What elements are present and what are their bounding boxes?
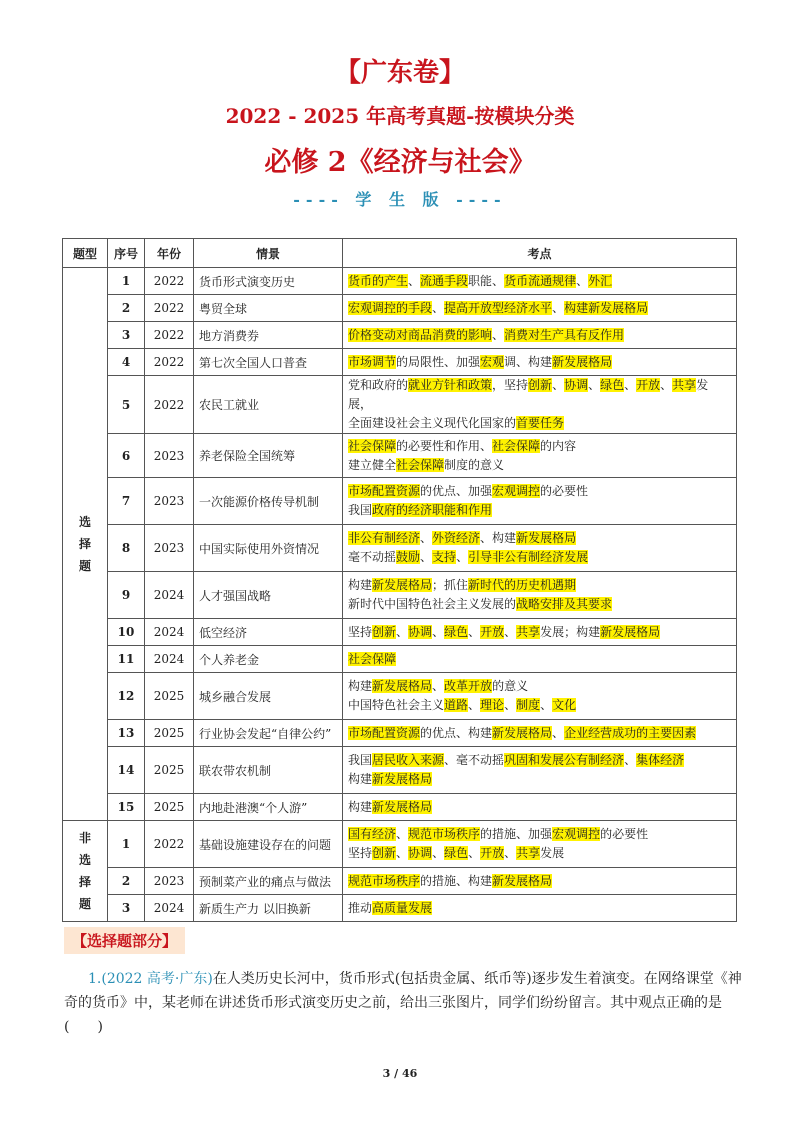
highlighted-keypoint: 规范市场秩序 [348,873,421,888]
highlighted-keypoint: 引导非公有制经济发展 [468,550,589,564]
row-number: 2 [108,295,145,322]
keypoint-text: 我国 [348,503,373,517]
keypoint-text: 的局限性、加强 [396,354,481,369]
highlighted-keypoint: 新发展格局 [372,799,433,814]
highlighted-keypoint: 非公有制经济 [348,531,421,545]
keypoint-line [348,623,731,642]
row-scene: 行业协会发起“自律公约” [194,720,343,747]
highlighted-keypoint: 战略安排及其要求 [516,597,613,611]
keypoint-line [348,770,731,789]
keypoint-line [348,414,731,433]
table-row [63,747,737,794]
row-year: 2024 [145,646,194,673]
question-type-char: 择 [78,875,91,889]
keypoint-text: 中国特色社会主义 [348,698,445,712]
col-year: 年份 [145,239,194,268]
table-row [63,322,737,349]
table-row [63,376,737,434]
keypoint-text: 新时代中国特色社会主义发展的 [348,597,517,611]
keypoint-text: 、 [468,846,481,860]
highlighted-keypoint: 集体经济 [636,753,685,767]
table-row [63,295,737,322]
table-row [63,525,737,572]
table-row [63,868,737,895]
keypoint-text: 我国 [348,753,373,767]
highlighted-keypoint: 绿色 [600,378,625,392]
highlighted-keypoint: 货币流通规律 [504,273,577,288]
row-number: 2 [108,868,145,895]
highlighted-keypoint: 社会保障 [492,438,541,453]
row-year: 2022 [145,295,194,322]
keypoint-text: 构建 [348,679,373,693]
keypoint-text: 、 [540,698,553,712]
keypoint-text: 、 [624,753,637,767]
row-number: 13 [108,720,145,747]
col-type: 题型 [63,239,108,268]
highlighted-keypoint: 新发展格局 [552,354,613,369]
row-year: 2025 [145,673,194,720]
highlighted-keypoint: 市场配置资源 [348,725,421,740]
highlighted-keypoint: 新发展格局 [372,772,433,786]
keypoint-text: 发展 [540,846,565,860]
highlighted-keypoint: 改革开放 [444,679,493,693]
keypoint-text: 、 [432,300,445,315]
row-scene: 新质生产力 以旧换新 [194,895,343,922]
keypoint-line [348,529,731,548]
row-number: 7 [108,478,145,525]
highlighted-keypoint: 理论 [480,698,505,712]
table-row [63,895,737,922]
highlighted-keypoint: 开放 [480,624,505,639]
keypoint-text: 的措施、构建 [420,873,493,888]
section-heading: 【选择题部分】 [64,927,185,954]
highlighted-keypoint: 社会保障 [348,438,397,453]
highlighted-keypoint: 鼓励 [396,550,421,564]
keypoint-text: 构建 [348,799,373,814]
highlighted-keypoint: 市场调节 [348,354,397,369]
row-year: 2024 [145,572,194,619]
row-scene: 粤贸全球 [194,295,343,322]
highlighted-keypoint: 绿色 [444,624,469,639]
question-number: 1. [88,971,102,987]
row-number: 6 [108,434,145,478]
row-number: 3 [108,895,145,922]
highlighted-keypoint: 新发展格局 [600,624,661,639]
question-type-char: 题 [78,559,91,573]
row-keypoints [343,895,737,922]
highlighted-keypoint: 市场配置资源 [348,484,421,498]
keypoint-text: 坚持 [348,624,373,639]
question-type-char: 选 [78,515,91,529]
keypoint-text: 的意义 [492,679,529,693]
highlighted-keypoint: 创新 [372,624,397,639]
highlighted-keypoint: 创新 [528,378,553,392]
keypoint-line [348,825,731,844]
keypoint-text: 的优点、构建 [420,725,493,740]
keypoint-line [348,437,731,456]
keypoint-text: 、 [492,327,505,342]
keypoint-line [348,482,731,501]
highlighted-keypoint: 巩固和发展公有制经济 [504,753,625,767]
keypoint-text: 、 [504,698,517,712]
highlighted-keypoint: 绿色 [444,846,469,860]
row-scene: 养老保险全国统筹 [194,434,343,478]
highlighted-keypoint: 企业经营成功的主要因素 [564,725,697,740]
region-title: 【广东卷】 [334,58,465,88]
highlighted-keypoint: 创新 [372,846,397,860]
table-row [63,434,737,478]
keypoint-text: 推动 [348,900,373,915]
keypoint-line [348,353,731,372]
question-source: (2022 高考·广东) [101,971,213,987]
table-row [63,619,737,646]
keypoint-text: 的措施、加强 [480,827,553,841]
keypoint-text: 、 [504,624,517,639]
row-scene: 内地赴港澳“个人游” [194,794,343,821]
highlighted-keypoint: 外汇 [588,273,613,288]
keypoint-text: 坚持 [348,846,373,860]
col-scene: 情景 [194,239,343,268]
row-number: 9 [108,572,145,619]
keypoint-text: 全面建设社会主义现代化国家的 [348,416,517,430]
topic-table [62,238,737,922]
row-scene: 中国实际使用外资情况 [194,525,343,572]
row-scene: 低空经济 [194,619,343,646]
keypoint-text: 、 [456,550,469,564]
row-scene: 人才强国战略 [194,572,343,619]
highlighted-keypoint: 外资经济 [432,531,481,545]
row-year: 2022 [145,268,194,295]
keypoint-text: 的内容 [540,438,577,453]
row-scene: 农民工就业 [194,376,343,434]
col-number: 序号 [108,239,145,268]
keypoint-text: 的优点、加强 [420,484,493,498]
keypoint-text: 制度的意义 [444,457,505,472]
row-year: 2022 [145,376,194,434]
row-year: 2025 [145,794,194,821]
keypoint-line [348,548,731,567]
row-number: 15 [108,794,145,821]
highlighted-keypoint: 新时代的历史机遇期 [468,578,577,592]
keypoint-text: 构建 [348,772,373,786]
highlighted-keypoint: 共享 [516,624,541,639]
keypoint-text: 构建 [348,578,373,592]
row-scene: 城乡融合发展 [194,673,343,720]
table-row [63,794,737,821]
row-number: 10 [108,619,145,646]
keypoint-line [348,376,731,414]
keypoint-text: 、 [468,698,481,712]
keypoint-text: 毫不动摇 [348,550,397,564]
highlighted-keypoint: 就业方针和政策 [408,378,493,392]
highlighted-keypoint: 高质量发展 [372,900,433,915]
highlighted-keypoint: 国有经济 [348,827,397,841]
row-number: 12 [108,673,145,720]
keypoint-text: 建立健全 [348,457,397,472]
row-keypoints [343,747,737,794]
highlighted-keypoint: 社会保障 [396,457,445,472]
keypoint-text: 、 [552,300,565,315]
highlighted-keypoint: 共享 [672,378,697,392]
keypoint-text: 、毫不动摇 [444,753,505,767]
keypoint-text: 发展， [348,378,709,411]
row-number: 14 [108,747,145,794]
row-scene: 基础设施建设存在的问题 [194,821,343,868]
keypoint-line [348,677,731,696]
highlighted-keypoint: 新发展格局 [372,578,433,592]
keypoint-line [348,899,731,918]
keypoint-text: 、构建 [480,531,517,545]
highlighted-keypoint: 宏观 [480,354,505,369]
keypoint-text: 、 [432,846,445,860]
highlighted-keypoint: 构建新发展格局 [564,300,649,315]
row-keypoints [343,322,737,349]
keypoint-text: 的必要性 [600,827,649,841]
highlighted-keypoint: 价格变动对商品消费的影响 [348,327,493,342]
row-year: 2023 [145,868,194,895]
row-year: 2023 [145,434,194,478]
row-keypoints [343,295,737,322]
row-scene: 预制菜产业的痛点与做法 [194,868,343,895]
keypoint-line [348,650,731,669]
row-keypoints [343,525,737,572]
highlighted-keypoint: 消费对生产具有反作用 [504,327,625,342]
row-scene: 个人养老金 [194,646,343,673]
question-type-char: 选 [78,853,91,867]
row-keypoints [343,794,737,821]
row-number: 1 [108,268,145,295]
row-number: 3 [108,322,145,349]
keypoint-line [348,326,731,345]
highlighted-keypoint: 居民收入来源 [372,753,445,767]
question-type-cell [63,268,108,821]
keypoint-text: 、 [396,827,409,841]
row-year: 2024 [145,619,194,646]
row-keypoints [343,572,737,619]
keypoint-text: 、 [468,624,481,639]
highlighted-keypoint: 社会保障 [348,651,397,666]
table-row [63,478,737,525]
table-row [63,673,737,720]
table-row [63,821,737,868]
keypoint-text: 、 [588,378,601,392]
question-type-char: 非 [78,831,91,845]
row-keypoints [343,868,737,895]
row-keypoints [343,376,737,434]
keypoint-line [348,751,731,770]
highlighted-keypoint: 协调 [564,378,589,392]
row-number: 8 [108,525,145,572]
keypoint-text: 的必要性 [540,484,589,498]
table-row [63,720,737,747]
book-title: 必修 2《经济与社会》 [264,147,536,178]
row-year: 2022 [145,322,194,349]
keypoint-text: 、 [420,550,433,564]
row-keypoints [343,349,737,376]
keypoint-line [348,299,731,318]
row-keypoints [343,434,737,478]
table-row [63,646,737,673]
row-keypoints [343,646,737,673]
row-year: 2022 [145,349,194,376]
keypoint-text: ；抓住 [432,578,469,592]
highlighted-keypoint: 新发展格局 [492,873,553,888]
row-year: 2025 [145,747,194,794]
highlighted-keypoint: 宏观调控 [492,484,541,498]
highlighted-keypoint: 货币的产生 [348,273,409,288]
highlighted-keypoint: 新发展格局 [492,725,553,740]
highlighted-keypoint: 支持 [432,550,457,564]
keypoint-line [348,576,731,595]
row-keypoints [343,821,737,868]
table-body [63,268,737,922]
keypoint-text: 调、构建 [504,354,553,369]
keypoint-text: 、 [660,378,673,392]
page-number: 3 / 46 [382,1067,418,1080]
keypoint-text: ，坚持 [492,378,529,392]
highlighted-keypoint: 共享 [516,846,541,860]
question-text: 在人类历史长河中，货币形式(包括贵金属、纸币等)逐步发生着演变。在网络课堂《神奇的货币》中，某老师在讲述货币形式演变历史之前，给出三张图片，同学们纷纷留言。其中观点正确的是( ) [64,971,742,1035]
keypoint-text: 发展；构建 [540,624,601,639]
table-header-row [63,239,737,268]
keypoint-line [348,501,731,520]
highlighted-keypoint: 首要任务 [516,416,565,430]
keypoint-text: 党和政府的 [348,378,409,392]
keypoint-line [348,872,731,891]
keypoint-text: 、 [432,679,445,693]
row-keypoints [343,478,737,525]
row-scene: 第七次全国人口普查 [194,349,343,376]
keypoint-text: 、 [408,273,421,288]
table-row [63,349,737,376]
keypoint-text: 、 [420,531,433,545]
highlighted-keypoint: 宏观调控 [552,827,601,841]
edition-label: ---- 学 生 版 ---- [293,190,507,209]
keypoint-text: 、 [396,624,409,639]
row-year: 2023 [145,478,194,525]
highlighted-keypoint: 流通手段 [420,273,469,288]
highlighted-keypoint: 新发展格局 [516,531,577,545]
keypoint-text: 、 [552,725,565,740]
row-number: 5 [108,376,145,434]
row-keypoints [343,673,737,720]
question-type-char: 择 [78,537,91,551]
keypoint-text: 的必要性和作用、 [396,438,493,453]
highlighted-keypoint: 文化 [552,698,577,712]
row-year: 2024 [145,895,194,922]
row-number: 4 [108,349,145,376]
highlighted-keypoint: 宏观调控的手段 [348,300,433,315]
row-number: 1 [108,821,145,868]
row-keypoints [343,619,737,646]
keypoint-line [348,272,731,291]
row-scene: 一次能源价格传导机制 [194,478,343,525]
highlighted-keypoint: 制度 [516,698,541,712]
highlighted-keypoint: 开放 [636,378,661,392]
row-keypoints [343,268,737,295]
table-row [63,268,737,295]
highlighted-keypoint: 道路 [444,698,469,712]
keypoint-line [348,798,731,817]
row-number: 11 [108,646,145,673]
keypoint-line [348,844,731,863]
row-year: 2023 [145,525,194,572]
keypoint-line [348,456,731,475]
keypoint-text: 、 [624,378,637,392]
collection-subtitle: 2022 - 2025 年高考真题-按模块分类 [225,104,575,128]
highlighted-keypoint: 政府的经济职能和作用 [372,503,493,517]
row-year: 2022 [145,821,194,868]
row-year: 2025 [145,720,194,747]
keypoint-line [348,724,731,743]
keypoint-text: 、 [552,378,565,392]
highlighted-keypoint: 协调 [408,624,433,639]
keypoint-line [348,595,731,614]
row-keypoints [343,720,737,747]
col-keypoint: 考点 [343,239,737,268]
row-scene: 货币形式演变历史 [194,268,343,295]
keypoint-text: 、 [576,273,589,288]
highlighted-keypoint: 新发展格局 [372,679,433,693]
keypoint-text: 、 [432,624,445,639]
keypoint-text: 、 [504,846,517,860]
question-1 [64,967,744,1039]
keypoint-text: 、 [396,846,409,860]
highlighted-keypoint: 协调 [408,846,433,860]
highlighted-keypoint: 规范市场秩序 [408,827,481,841]
keypoint-line [348,696,731,715]
keypoint-text: 职能、 [468,273,505,288]
question-type-cell [63,821,108,922]
question-type-char: 题 [78,897,91,911]
highlighted-keypoint: 开放 [480,846,505,860]
table-row [63,572,737,619]
row-scene: 地方消费券 [194,322,343,349]
row-scene: 联农带农机制 [194,747,343,794]
highlighted-keypoint: 提高开放型经济水平 [444,300,553,315]
